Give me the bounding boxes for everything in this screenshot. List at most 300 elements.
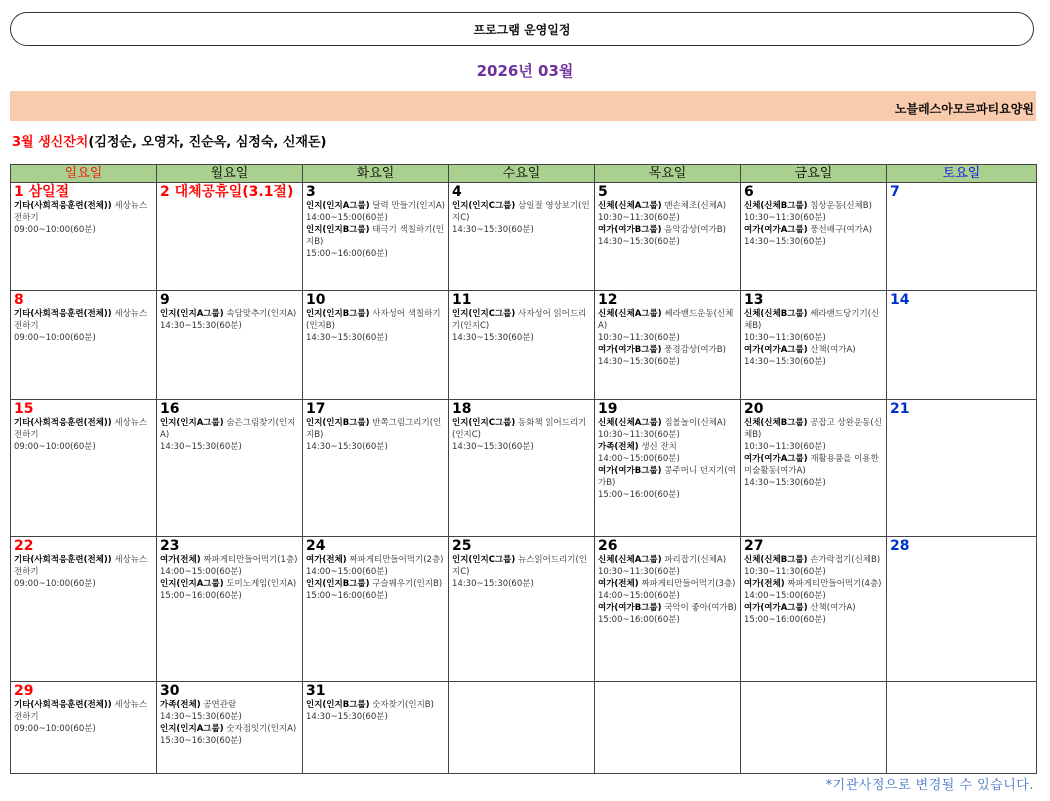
event-category: 인지(인지B그룹) xyxy=(306,309,370,319)
day-number: 24 xyxy=(306,538,326,554)
day-number: 6 xyxy=(744,184,754,200)
weekday-header: 토요일 xyxy=(887,165,1037,183)
day-number: 27 xyxy=(744,538,764,554)
organization-bar xyxy=(10,91,1036,121)
event-title-line xyxy=(160,554,300,566)
event-category: 인지(인지C그룹) xyxy=(452,418,516,428)
event-category: 신체(신체B그룹) xyxy=(744,201,808,211)
weekday-header: 금요일 xyxy=(741,165,887,183)
day-cell xyxy=(303,183,449,291)
event-category: 기타(사회적응훈련(전체)) xyxy=(14,309,112,319)
event-time-line xyxy=(598,590,738,602)
event-time-line xyxy=(160,735,300,747)
day-cell xyxy=(157,183,303,291)
event-time-line xyxy=(14,332,154,344)
event-title-line xyxy=(598,224,738,236)
event-category: 여가(여가B그룹) xyxy=(598,345,662,355)
day-number: 18 xyxy=(452,401,472,417)
event-time-line xyxy=(160,711,300,723)
day-number: 21 xyxy=(890,401,910,417)
event-time-line xyxy=(306,441,446,453)
day-number: 22 xyxy=(14,538,34,554)
event-list xyxy=(14,417,154,453)
event-title-line xyxy=(598,554,738,566)
event-detail: 풍경감상(여가B) xyxy=(661,345,726,355)
event-detail: 14:30~15:30(60분) xyxy=(744,357,826,367)
event-time-line xyxy=(160,441,300,453)
event-category: 인지(인지B그룹) xyxy=(306,418,370,428)
day-number: 4 xyxy=(452,184,462,200)
event-category: 여가(여가B그룹) xyxy=(598,603,662,613)
day-cell xyxy=(157,291,303,400)
event-time-line xyxy=(598,429,738,441)
day-cell xyxy=(887,291,1037,400)
event-detail: 짜파게티만들어먹기(4층) xyxy=(784,579,882,589)
event-detail: 쎄라밴드당기기(신체B) xyxy=(744,309,880,331)
event-list xyxy=(452,554,592,590)
event-category: 여가(여가A그룹) xyxy=(744,345,808,355)
week-row xyxy=(11,291,1037,400)
event-time-line xyxy=(744,212,884,224)
event-time-line xyxy=(598,332,738,344)
weekday-header: 목요일 xyxy=(595,165,741,183)
event-time-line xyxy=(160,320,300,332)
day-number: 14 xyxy=(890,292,910,308)
event-time-line xyxy=(306,566,446,578)
event-detail: 14:30~15:30(60분) xyxy=(598,357,680,367)
event-time-line xyxy=(452,224,592,236)
event-title-line xyxy=(306,308,446,332)
event-title-line xyxy=(14,200,154,224)
event-title-line xyxy=(744,224,884,236)
event-detail: 09:00~10:00(60분) xyxy=(14,579,96,589)
event-detail: 재활용품을 이용한 미술활동(여가A) xyxy=(744,454,879,476)
event-category: 기타(사회적응훈련(전체)) xyxy=(14,201,112,211)
event-title-line xyxy=(14,308,154,332)
event-detail: 14:30~15:30(60분) xyxy=(160,442,242,452)
event-category: 여가(여가A그룹) xyxy=(744,454,808,464)
event-detail: 도미노게임(인지A) xyxy=(223,579,297,589)
event-category: 가족(전체) xyxy=(160,700,201,710)
event-category: 여가(전체) xyxy=(744,579,785,589)
event-title-line xyxy=(306,699,446,711)
day-cell xyxy=(741,400,887,537)
event-category: 여가(여가A그룹) xyxy=(744,225,808,235)
day-cell xyxy=(449,682,595,774)
event-category: 인지(인지C그룹) xyxy=(452,555,516,565)
event-category: 인지(인지C그룹) xyxy=(452,309,516,319)
day-number: 23 xyxy=(160,538,180,554)
day-number: 11 xyxy=(452,292,472,308)
event-list xyxy=(160,308,300,332)
event-category: 인지(인지A그룹) xyxy=(160,724,224,734)
event-detail: 14:30~15:30(60분) xyxy=(744,478,826,488)
day-number: 29 xyxy=(14,683,34,699)
event-title-line xyxy=(452,554,592,578)
event-title-line xyxy=(744,200,884,212)
event-list xyxy=(160,554,300,602)
day-cell xyxy=(11,291,157,400)
event-title-line xyxy=(598,417,738,429)
event-detail: 달력 만들기(인지A) xyxy=(369,201,445,211)
event-detail: 15:00~16:00(60분) xyxy=(598,615,680,625)
event-detail: 삼일절 영상보기(인지C) xyxy=(452,201,590,223)
event-title-line xyxy=(14,554,154,578)
day-cell xyxy=(303,537,449,682)
event-category: 가족(전체) xyxy=(598,442,639,452)
event-detail: 사자성어 색칠하기(인지B) xyxy=(306,309,441,331)
day-number: 31 xyxy=(306,683,326,699)
event-title-line xyxy=(452,308,592,332)
event-time-line xyxy=(306,590,446,602)
event-category: 신체(신체A그룹) xyxy=(598,201,662,211)
event-detail: 세상뉴스전하기 xyxy=(14,700,148,722)
day-number: 25 xyxy=(452,538,472,554)
event-detail: 태극기 색칠하기(인지B) xyxy=(306,225,444,247)
event-detail: 산책(여가A) xyxy=(807,345,856,355)
event-detail: 생신 잔치 xyxy=(638,442,677,452)
day-cell xyxy=(741,682,887,774)
day-cell xyxy=(303,682,449,774)
day-cell xyxy=(887,400,1037,537)
event-list xyxy=(14,554,154,590)
event-title-line xyxy=(598,344,738,356)
event-title-line xyxy=(598,200,738,212)
day-cell xyxy=(595,682,741,774)
event-category: 여가(여가B그룹) xyxy=(598,466,662,476)
event-detail: 파리잡기(신체A) xyxy=(661,555,727,565)
day-number: 9 xyxy=(160,292,170,308)
event-detail: 09:00~10:00(60분) xyxy=(14,724,96,734)
event-title-line xyxy=(14,699,154,723)
event-time-line xyxy=(14,224,154,236)
event-title-line xyxy=(306,200,446,212)
day-number: 12 xyxy=(598,292,618,308)
event-title-line xyxy=(160,723,300,735)
birthday-notice xyxy=(12,131,327,150)
day-cell xyxy=(157,400,303,537)
event-title-line xyxy=(160,417,300,441)
day-cell xyxy=(741,291,887,400)
day-cell xyxy=(887,537,1037,682)
event-title-line xyxy=(744,578,884,590)
event-list xyxy=(306,417,446,453)
event-title-line xyxy=(598,308,738,332)
event-title-line xyxy=(598,465,738,489)
day-cell xyxy=(11,682,157,774)
event-category: 인지(인지C그룹) xyxy=(452,201,516,211)
event-detail: 10:30~11:30(60분) xyxy=(598,333,680,343)
week-row xyxy=(11,183,1037,291)
event-time-line xyxy=(598,453,738,465)
event-time-line xyxy=(160,590,300,602)
event-detail: 15:00~16:00(60분) xyxy=(744,615,826,625)
event-time-line xyxy=(744,332,884,344)
event-title-line xyxy=(160,699,300,711)
event-detail: 10:30~11:30(60분) xyxy=(598,430,680,440)
event-list xyxy=(452,417,592,453)
event-detail: 15:00~16:00(60분) xyxy=(598,490,680,500)
day-cell xyxy=(449,183,595,291)
event-category: 신체(신체A그룹) xyxy=(598,418,662,428)
event-category: 인지(인지A그룹) xyxy=(160,579,224,589)
event-detail: 14:30~15:30(60분) xyxy=(452,579,534,589)
event-category: 기타(사회적응훈련(전체)) xyxy=(14,418,112,428)
event-category: 여가(전체) xyxy=(306,555,347,565)
event-time-line xyxy=(744,441,884,453)
event-detail: 15:30~16:30(60분) xyxy=(160,736,242,746)
event-detail: 국악이 좋아(여가B) xyxy=(661,603,737,613)
day-number: 13 xyxy=(744,292,764,308)
organization-name: 노블레스아모르파티요양원 xyxy=(894,102,1034,116)
event-time-line xyxy=(452,578,592,590)
event-detail: 09:00~10:00(60분) xyxy=(14,442,96,452)
event-time-line xyxy=(598,212,738,224)
event-category: 신체(신체B그룹) xyxy=(744,555,808,565)
day-cell xyxy=(157,682,303,774)
birthday-label: 3월 생신잔치 xyxy=(12,135,89,150)
event-title-line xyxy=(306,554,446,566)
event-detail: 14:30~15:30(60분) xyxy=(306,712,388,722)
event-detail: 동화책 읽어드리기(인지C) xyxy=(452,418,587,440)
day-cell xyxy=(11,183,157,291)
event-detail: 속담맞추기(인지A) xyxy=(223,309,297,319)
event-title-line xyxy=(598,578,738,590)
event-detail: 14:30~15:30(60분) xyxy=(452,225,534,235)
event-title-line xyxy=(744,417,884,441)
event-list xyxy=(598,200,738,248)
event-detail: 짐볼놀이(신체A) xyxy=(661,418,727,428)
event-detail: 10:30~11:30(60분) xyxy=(598,213,680,223)
event-time-line xyxy=(744,477,884,489)
event-category: 여가(여가B그룹) xyxy=(598,225,662,235)
event-category: 인지(인지A그룹) xyxy=(160,418,224,428)
event-detail: 공연관람 xyxy=(200,700,237,710)
event-time-line xyxy=(160,566,300,578)
event-detail: 09:00~10:00(60분) xyxy=(14,333,96,343)
event-category: 여가(전체) xyxy=(160,555,201,565)
event-detail: 세상뉴스전하기 xyxy=(14,309,148,331)
day-number: 17 xyxy=(306,401,326,417)
weekday-header-row xyxy=(11,165,1037,183)
event-list xyxy=(306,308,446,344)
event-list xyxy=(306,699,446,723)
event-detail: 뉴스읽어드리기(인지C) xyxy=(452,555,587,577)
event-time-line xyxy=(306,711,446,723)
event-detail: 14:30~15:30(60분) xyxy=(452,333,534,343)
event-title-line xyxy=(598,602,738,614)
event-time-line xyxy=(744,614,884,626)
event-list xyxy=(598,554,738,626)
event-time-line xyxy=(14,578,154,590)
event-detail: 숫자점잇기(인지A) xyxy=(223,724,297,734)
day-cell xyxy=(595,400,741,537)
event-title-line xyxy=(306,578,446,590)
day-cell xyxy=(11,400,157,537)
event-detail: 14:00~15:00(60분) xyxy=(744,591,826,601)
event-list xyxy=(14,308,154,344)
event-list xyxy=(744,308,884,368)
event-time-line xyxy=(14,723,154,735)
day-cell xyxy=(449,400,595,537)
day-number: 2 대체공휴일(3.1절) xyxy=(160,184,294,200)
event-detail: 세상뉴스전하기 xyxy=(14,418,148,440)
event-title-line xyxy=(744,344,884,356)
birthday-names: (김정순, 오영자, 진순옥, 심정숙, 신재돈) xyxy=(88,135,327,150)
event-category: 기타(사회적응훈련(전체)) xyxy=(14,555,112,565)
day-number: 5 xyxy=(598,184,608,200)
day-number: 26 xyxy=(598,538,618,554)
event-detail: 15:00~16:00(60분) xyxy=(160,591,242,601)
event-detail: 14:00~15:00(60분) xyxy=(160,567,242,577)
event-category: 신체(신체A그룹) xyxy=(598,555,662,565)
event-title-line xyxy=(744,308,884,332)
event-list xyxy=(452,200,592,236)
day-cell xyxy=(887,682,1037,774)
event-detail: 숫자찾기(인지B) xyxy=(369,700,434,710)
event-category: 신체(신체B그룹) xyxy=(744,418,808,428)
event-category: 인지(인지B그룹) xyxy=(306,579,370,589)
day-cell xyxy=(595,183,741,291)
week-row xyxy=(11,537,1037,682)
weekday-header: 화요일 xyxy=(303,165,449,183)
event-time-line xyxy=(452,441,592,453)
event-detail: 15:00~16:00(60분) xyxy=(306,591,388,601)
event-detail: 콩주머니 던지기(여가B) xyxy=(598,466,736,488)
event-detail: 14:30~15:30(60분) xyxy=(306,442,388,452)
event-time-line xyxy=(14,441,154,453)
event-time-line xyxy=(306,332,446,344)
event-detail: 세상뉴스전하기 xyxy=(14,555,148,577)
day-cell xyxy=(449,291,595,400)
event-detail: 14:30~15:30(60분) xyxy=(744,237,826,247)
event-detail: 14:00~15:00(60분) xyxy=(306,567,388,577)
event-category: 여가(여가A그룹) xyxy=(744,603,808,613)
day-cell xyxy=(303,400,449,537)
event-time-line xyxy=(598,566,738,578)
event-detail: 손가락접기(신체B) xyxy=(807,555,881,565)
event-list xyxy=(160,417,300,453)
event-detail: 침상운동(신체B) xyxy=(807,201,872,211)
event-category: 인지(인지B그룹) xyxy=(306,700,370,710)
event-detail: 맨손체조(신체A) xyxy=(661,201,727,211)
event-list xyxy=(598,308,738,368)
day-number: 15 xyxy=(14,401,34,417)
event-detail: 쎄라밴드운동(신체A) xyxy=(598,309,734,331)
event-title-line xyxy=(160,578,300,590)
event-detail: 14:30~15:30(60분) xyxy=(306,333,388,343)
event-detail: 구슬꿰우기(인지B) xyxy=(369,579,443,589)
event-category: 신체(신체A그룹) xyxy=(598,309,662,319)
event-category: 여가(전체) xyxy=(598,579,639,589)
event-title-line xyxy=(306,417,446,441)
day-cell xyxy=(449,537,595,682)
day-number: 3 xyxy=(306,184,316,200)
event-title-line xyxy=(14,417,154,441)
event-time-line xyxy=(452,332,592,344)
event-detail: 반쪽그림그리기(인지B) xyxy=(306,418,442,440)
event-detail: 짜파게티만들어먹기(1층) xyxy=(200,555,298,565)
day-number: 10 xyxy=(306,292,326,308)
event-time-line xyxy=(598,356,738,368)
day-number: 8 xyxy=(14,292,24,308)
event-list xyxy=(452,308,592,344)
event-detail: 공잡고 상완운동(신체B) xyxy=(744,418,882,440)
event-category: 신체(신체B그룹) xyxy=(744,309,808,319)
event-detail: 14:00~15:00(60분) xyxy=(598,591,680,601)
day-cell xyxy=(887,183,1037,291)
event-detail: 14:00~15:00(60분) xyxy=(306,213,388,223)
weekday-header: 월요일 xyxy=(157,165,303,183)
day-number: 1 삼일절 xyxy=(14,184,70,200)
event-category: 인지(인지A그룹) xyxy=(160,309,224,319)
event-list xyxy=(306,554,446,602)
event-time-line xyxy=(598,489,738,501)
event-time-line xyxy=(598,236,738,248)
event-title-line xyxy=(744,554,884,566)
event-time-line xyxy=(744,566,884,578)
event-list xyxy=(160,699,300,747)
event-category: 기타(사회적응훈련(전체)) xyxy=(14,700,112,710)
day-cell xyxy=(741,537,887,682)
event-category: 인지(인지B그룹) xyxy=(306,225,370,235)
event-detail: 10:30~11:30(60분) xyxy=(744,442,826,452)
calendar-table xyxy=(10,164,1037,774)
event-detail: 09:00~10:00(60분) xyxy=(14,225,96,235)
event-detail: 14:30~15:30(60분) xyxy=(160,321,242,331)
event-time-line xyxy=(306,248,446,260)
day-number: 28 xyxy=(890,538,910,554)
event-title-line xyxy=(744,602,884,614)
day-cell xyxy=(595,537,741,682)
event-time-line xyxy=(744,590,884,602)
week-row xyxy=(11,400,1037,537)
event-detail: 14:30~15:30(60분) xyxy=(160,712,242,722)
event-detail: 10:30~11:30(60분) xyxy=(744,213,826,223)
event-title-line xyxy=(598,441,738,453)
event-detail: 10:30~11:30(60분) xyxy=(744,567,826,577)
day-cell xyxy=(595,291,741,400)
event-detail: 짜파게티만들어먹기(2층) xyxy=(346,555,444,565)
event-detail: 10:30~11:30(60분) xyxy=(744,333,826,343)
event-detail: 산책(여가A) xyxy=(807,603,856,613)
day-number: 30 xyxy=(160,683,180,699)
event-time-line xyxy=(744,236,884,248)
day-cell xyxy=(11,537,157,682)
event-time-line xyxy=(306,212,446,224)
program-title: 프로그램 운영일정 xyxy=(10,12,1034,46)
event-detail: 14:30~15:30(60분) xyxy=(452,442,534,452)
event-detail: 14:00~15:00(60분) xyxy=(598,454,680,464)
event-list xyxy=(744,200,884,248)
event-time-line xyxy=(744,356,884,368)
event-list xyxy=(744,417,884,489)
event-detail: 음악감상(여가B) xyxy=(661,225,726,235)
day-cell xyxy=(741,183,887,291)
footer-note: *기관사정으로 변경될 수 있습니다. xyxy=(825,778,1034,793)
event-time-line xyxy=(598,614,738,626)
day-number: 7 xyxy=(890,184,900,200)
event-detail: 사자성어 읽어드리기(인지C) xyxy=(452,309,587,331)
event-title-line xyxy=(452,417,592,441)
week-row xyxy=(11,682,1037,774)
event-list xyxy=(598,417,738,501)
event-detail: 15:00~16:00(60분) xyxy=(306,249,388,259)
event-detail: 풍선배구(여가A) xyxy=(807,225,873,235)
event-list xyxy=(306,200,446,260)
event-detail: 10:30~11:30(60분) xyxy=(598,567,680,577)
weekday-header: 일요일 xyxy=(11,165,157,183)
